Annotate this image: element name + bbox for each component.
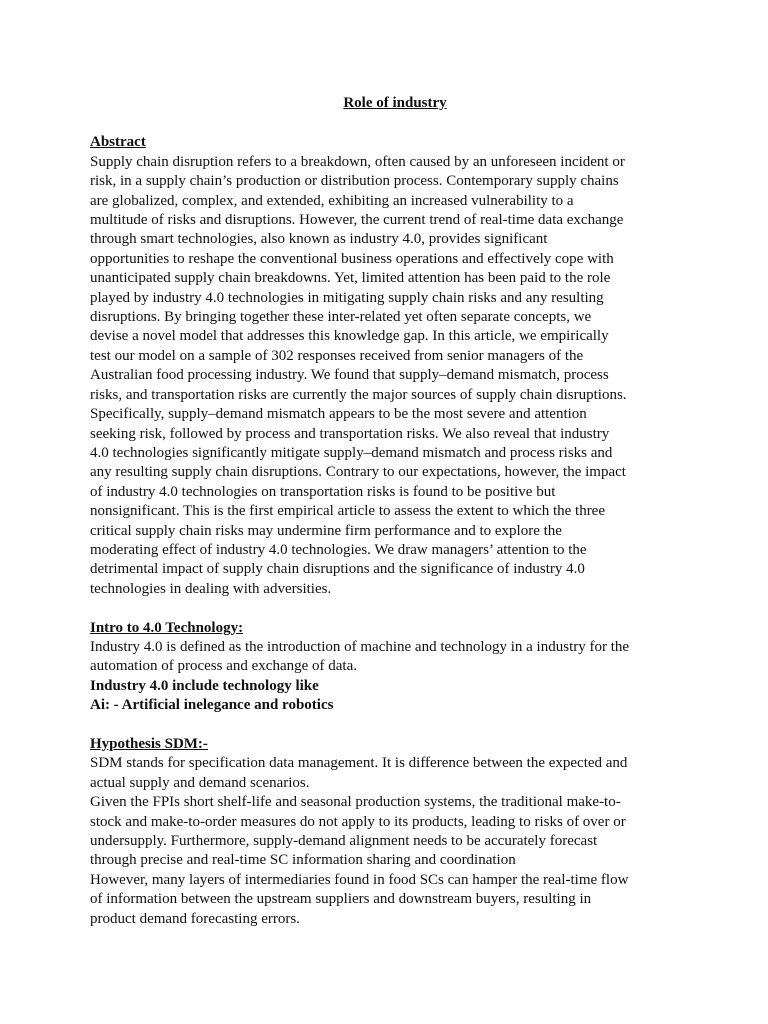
intro-line: Industry 4.0 is defined as the introduction of machine and technology in a industry for the <box>90 638 630 655</box>
abstract-line: opportunities to reshape the conventional business operations and effectively cope with <box>90 250 614 267</box>
intro-line: automation of process and exchange of data. <box>90 658 357 675</box>
abstract-line: seeking risk, followed by process and transportation risks. We also reveal that industry <box>90 425 610 442</box>
abstract-line: nonsignificant. This is the first empirical article to assess the extent to which the three <box>90 503 606 520</box>
intro-paragraph <box>90 638 690 677</box>
abstract-line: technologies in dealing with adversities. <box>90 580 332 597</box>
hypothesis-line: product demand forecasting errors. <box>90 910 300 927</box>
abstract-line: critical supply chain risks may undermine firm performance and to explore the <box>90 522 562 539</box>
abstract-line: disruptions. By bringing together these inter-related yet often separate concepts, we <box>90 309 592 326</box>
intro-heading: Intro to 4.0 Technology: <box>90 619 244 636</box>
section-spacer <box>90 599 690 618</box>
hypothesis-line: of information between the upstream suppliers and downstream buyers, resulting in <box>90 891 592 908</box>
abstract-line: detrimental impact of supply chain disruptions and the significance of industry 4.0 <box>90 561 585 578</box>
abstract-line: risks, and transportation risks are currently the major sources of supply chain disruptions. <box>90 386 627 403</box>
abstract-line: 4.0 technologies significantly mitigate supply–demand mismatch and process risks and <box>90 444 613 461</box>
abstract-line: played by industry 4.0 technologies in mitigating supply chain risks and any resulting <box>90 289 604 306</box>
hypothesis-line: through precise and real-time SC information sharing and coordination <box>90 852 516 869</box>
hypothesis-line: SDM stands for specification data management. It is difference between the expected and <box>90 755 628 772</box>
abstract-line: Supply chain disruption refers to a breakdown, often caused by an unforeseen incident or <box>90 153 625 170</box>
abstract-line: devise a novel model that addresses this knowledge gap. In this article, we empirically <box>90 328 609 345</box>
hypothesis-line: stock and make-to-order measures do not apply to its products, leading to risks of over or <box>90 813 626 830</box>
intro-bold-line: Industry 4.0 include technology like <box>90 677 319 694</box>
abstract-line: through smart technologies, also known as industry 4.0, provides significant <box>90 231 548 248</box>
abstract-line: risk, in a supply chain’s production or distribution process. Contemporary supply chains <box>90 173 619 190</box>
hypothesis-paragraph <box>90 754 690 929</box>
document-title: Role of industry <box>343 95 447 111</box>
abstract-line: unanticipated supply chain breakdowns. Yet, limited attention has been paid to the role <box>90 270 611 287</box>
abstract-heading: Abstract <box>90 134 146 151</box>
abstract-line: multitude of risks and disruptions. However, the current trend of real-time data exchange <box>90 212 624 229</box>
abstract-line: any resulting supply chain disruptions. Contrary to our expectations, however, the impact <box>90 464 626 481</box>
hypothesis-heading: Hypothesis SDM:- <box>90 735 208 752</box>
hypothesis-line: undersupply. Furthermore, supply-demand alignment needs to be accurately forecast <box>90 833 598 849</box>
section-spacer <box>90 716 690 735</box>
hypothesis-line: Given the FPIs short shelf-life and seasonal production systems, the traditional make-to- <box>90 794 621 811</box>
hypothesis-line: However, many layers of intermediaries found in food SCs can hamper the real-time flow <box>90 871 629 888</box>
abstract-line: are globalized, complex, and extended, exhibiting an increased vulnerability to a <box>90 192 574 209</box>
abstract-line: moderating effect of industry 4.0 technologies. We draw managers’ attention to the <box>90 541 587 558</box>
hypothesis-line: actual supply and demand scenarios. <box>90 774 310 791</box>
intro-bold-line: Ai: - Artificial inelegance and robotics <box>90 697 334 714</box>
abstract-line: Australian food processing industry. We found that supply–demand mismatch, process <box>90 367 609 384</box>
document-page <box>90 94 690 929</box>
abstract-line: test our model on a sample of 302 responses received from senior managers of the <box>90 347 584 364</box>
abstract-line: of industry 4.0 technologies on transportation risks is found to be positive but <box>90 483 556 500</box>
abstract-paragraph <box>90 153 690 599</box>
abstract-line: Specifically, supply–demand mismatch appears to be the most severe and attention <box>90 406 587 423</box>
